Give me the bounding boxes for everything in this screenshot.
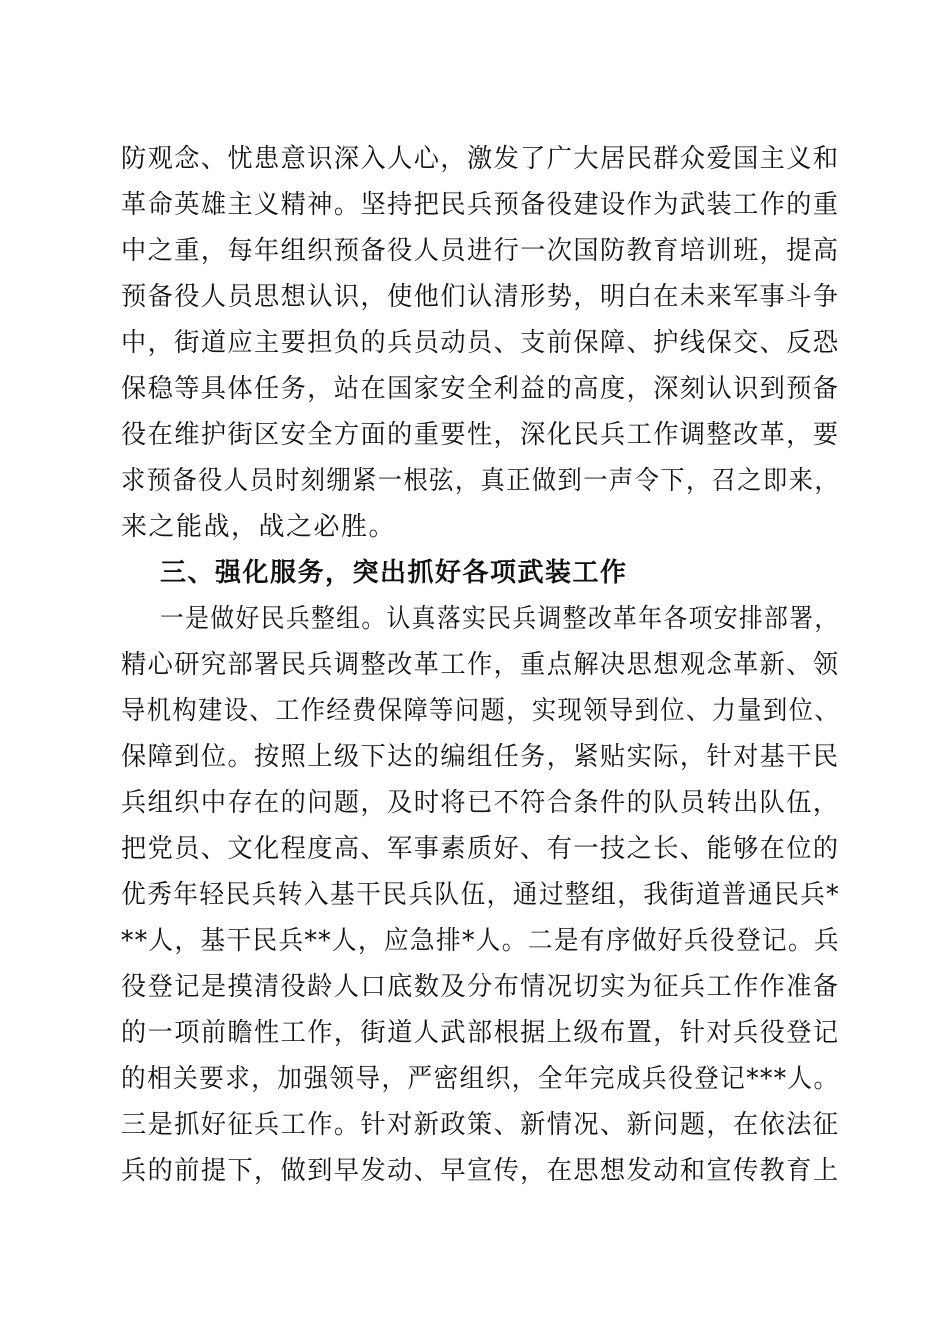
paragraph-line: 求预备役人员时刻绷紧一根弦，真正做到一声令下，召之即来， — [121, 466, 841, 496]
paragraph-line: 把党员、文化程度高、军事素质好、有一技之长、能够在位的 — [121, 834, 840, 864]
paragraph-line: 防观念、忧患意识深入人心，激发了广大居民群众爱国主义和 — [121, 144, 840, 174]
paragraph-line: 革命英雄主义精神。坚持把民兵预备役建设作为武装工作的重 — [121, 190, 840, 220]
paragraph-line: 保稳等具体任务，站在国家安全利益的高度，深刻认识到预备 — [121, 374, 840, 404]
paragraph-line: **人，基干民兵**人，应急排*人。二是有序做好兵役登记。兵 — [121, 926, 841, 956]
paragraph-line: 役在维护街区安全方面的重要性，深化民兵工作调整改革，要 — [121, 420, 840, 450]
paragraph-line: 预备役人员思想认识，使他们认清形势，明白在未来军事斗争 — [121, 282, 840, 312]
paragraph-line: 中，街道应主要担负的兵员动员、支前保障、护线保交、反恐 — [121, 328, 840, 358]
paragraph-line: 一是做好民兵整组。认真落实民兵调整改革年各项安排部署， — [160, 604, 840, 634]
paragraph-line: 精心研究部署民兵调整改革工作，重点解决思想观念革新、领 — [121, 650, 840, 680]
paragraph-line: 兵组织中存在的问题，及时将已不符合条件的队员转出队伍， — [121, 788, 840, 818]
paragraph-line: 来之能战，战之必胜。 — [121, 512, 397, 542]
paragraph-line: 优秀年轻民兵转入基干民兵队伍，通过整组，我街道普通民兵* — [121, 880, 841, 910]
paragraph-line: 兵的前提下，做到早发动、早宣传，在思想发动和宣传教育上 — [121, 1156, 840, 1186]
paragraph-line: 三是抓好征兵工作。针对新政策、新情况、新问题，在依法征 — [121, 1110, 840, 1140]
paragraph-line: 的一项前瞻性工作，街道人武部根据上级布置，针对兵役登记 — [121, 1018, 840, 1048]
section-heading: 三、强化服务，突出抓好各项武装工作 — [160, 558, 628, 588]
paragraph-line: 导机构建设、工作经费保障等问题，实现领导到位、力量到位、 — [121, 696, 841, 726]
paragraph-line: 役登记是摸清役龄人口底数及分布情况切实为征兵工作作准备 — [121, 972, 840, 1002]
paragraph-line: 中之重，每年组织预备役人员进行一次国防教育培训班，提高 — [121, 236, 840, 266]
paragraph-line: 保障到位。按照上级下达的编组任务，紧贴实际，针对基干民 — [121, 742, 840, 772]
paragraph-line: 的相关要求，加强领导，严密组织，全年完成兵役登记***人。 — [121, 1064, 840, 1094]
